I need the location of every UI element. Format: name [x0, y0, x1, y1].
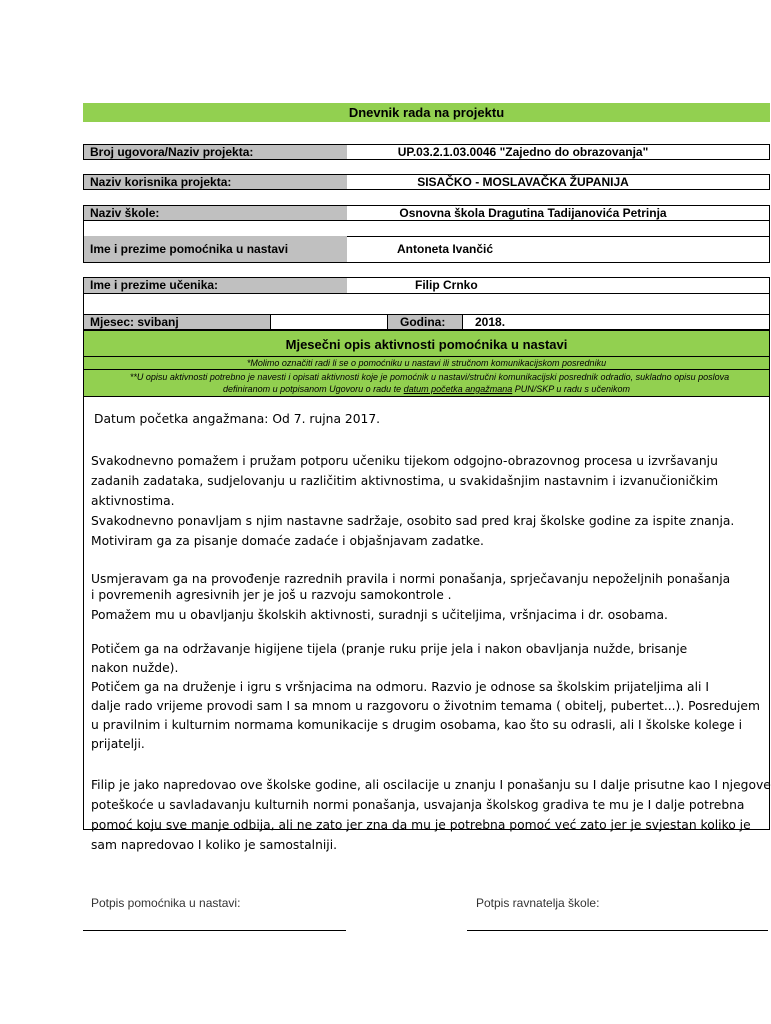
principal-signature-label: Potpis ravnatelja škole: [476, 896, 600, 910]
month-blank-cell [270, 315, 388, 329]
year-label: Godina: [388, 315, 463, 329]
text-line: Svakodnevno pomažem i pružam potporu učeniku tijekom odgojno-obrazovnog procesa u izvršavanju [91, 454, 718, 468]
text-line: prijatelji. [91, 737, 145, 751]
school-blank-row [83, 220, 770, 237]
text-line: pomoć koju sve manje odbija, ali ne zato jer zna da mu je potrebna pomoć već zato jer je svjestan koliko je [91, 818, 751, 832]
section-title: Mjesečni opis aktivnosti pomoćnika u nastavi [83, 330, 770, 357]
student-blank-row [83, 293, 770, 315]
note-2-line-2-b: PUN/SKP u radu s učenikom [512, 384, 630, 394]
note-2-line-2 [84, 383, 769, 395]
description-paragraph-4 [91, 775, 771, 855]
text-line: zadanih zadataka, sudjelovanju u različitim aktivnostima, u svakidašnjim nastavnim i izvanučioničkim [91, 474, 719, 488]
note-2-line-2-a: definiranom u potpisanom Ugovoru o radu te [223, 384, 404, 394]
month-label: Mjesec: svibanj [84, 315, 270, 329]
text-line: nakon nužde). [91, 661, 179, 675]
note-2-line-1: **U opisu aktivnosti potrebno je navesti i opisati aktivnosti koje je pomoćnik u nastavi/stručni komunikacijski posrednik odradio, sukladno opisu poslova [129, 372, 730, 382]
text-line: Potičem ga na održavanje higijene tijela (pranje ruku prije jela i nakon obavljanja nužde, brisanje [91, 642, 688, 656]
contract-value: UP.03.2.1.03.0046 "Zajedno do obrazovanja" [397, 145, 649, 159]
assistant-signature-line [83, 930, 346, 931]
description-box [83, 397, 771, 852]
page-title: Dnevnik rada na projektu [83, 103, 770, 122]
month-year-row [83, 314, 770, 330]
principal-signature-line [467, 930, 768, 931]
assistant-value: Antoneta Ivančić [397, 242, 494, 256]
student-value: Filip Crnko [415, 278, 478, 292]
text-line: i povremenih agresivnih jer je još u razvoju samokontrole . [91, 588, 452, 602]
year-value: 2018. [475, 315, 506, 329]
school-value: Osnovna škola Dragutina Tadijanovića Petrinja [399, 206, 667, 220]
beneficiary-value: SISAČKO - MOSLAVAČKA ŽUPANIJA [417, 175, 629, 189]
note-2 [83, 370, 770, 397]
student-label: Ime i prezime učenika: [84, 278, 347, 293]
school-label: Naziv škole: [84, 206, 347, 220]
school-row [83, 205, 770, 221]
student-row [83, 277, 770, 294]
contract-row [83, 144, 770, 160]
note-1: *Molimo označiti radi li se o pomoćniku u nastavi ili stručnom komunikacijskom posredniku [83, 357, 770, 370]
assistant-label: Ime i prezime pomoćnika u nastavi [84, 236, 347, 262]
text-line: aktivnostima. [91, 494, 175, 508]
assistant-signature-label: Potpis pomoćnika u nastavi: [91, 896, 241, 910]
text-line: Potičem ga na druženje i igru s vršnjacima na odmoru. Razvio je odnose sa školskim prijateljima ali I [91, 680, 709, 694]
text-line: dalje rado vrijeme provodi sam I sa mnom u razgovoru o životnim temama ( obitelj, pubertet...). Posredujem [91, 699, 760, 713]
start-date: Datum početka angažmana: Od 7. rujna 2017. [94, 412, 381, 426]
text-line: Svakodnevno ponavljam s njim nastavne sadržaje, osobito sad pred kraj školske godine za ispite znanja. [91, 514, 735, 528]
text-line: poteškoće u savladavanju kulturnih normi ponašanja, usvajanja školskog gradiva te mu je I dalje potrebna [91, 798, 745, 812]
contract-label: Broj ugovora/Naziv projekta: [84, 145, 347, 159]
text-line: u pravilnim i kulturnim normama komunikacije s drugim osobama, kao što su odrasli, ali I školske kolege i [91, 718, 743, 732]
text-line: sam napredovao I koliko je samostalniji. [91, 838, 338, 852]
assistant-row [83, 236, 770, 263]
description-paragraph-2 [91, 571, 730, 623]
note-2-line-2-underlined: datum početka angažmana [403, 384, 513, 394]
text-line: Usmjeravam ga na provođenje razrednih pravila i normi ponašanja, sprječavanju nepoželjnih ponašanja [91, 572, 731, 586]
text-line: Pomažem mu u obavljanju školskih aktivnosti, suradnji s učiteljima, vršnjacima i dr. osobama. [91, 608, 668, 622]
beneficiary-label: Naziv korisnika projekta: [84, 175, 347, 189]
text-line: Filip je jako napredovao ove školske godine, ali oscilacije u znanju I ponašanju su I dalje prisutne kao I njegove [91, 778, 771, 792]
text-line: Motiviram ga za pisanje domaće zadaće i objašnjavam zadatke. [91, 534, 484, 548]
description-paragraph-3 [91, 640, 760, 754]
beneficiary-row [83, 174, 770, 190]
description-paragraph-1 [91, 451, 734, 551]
